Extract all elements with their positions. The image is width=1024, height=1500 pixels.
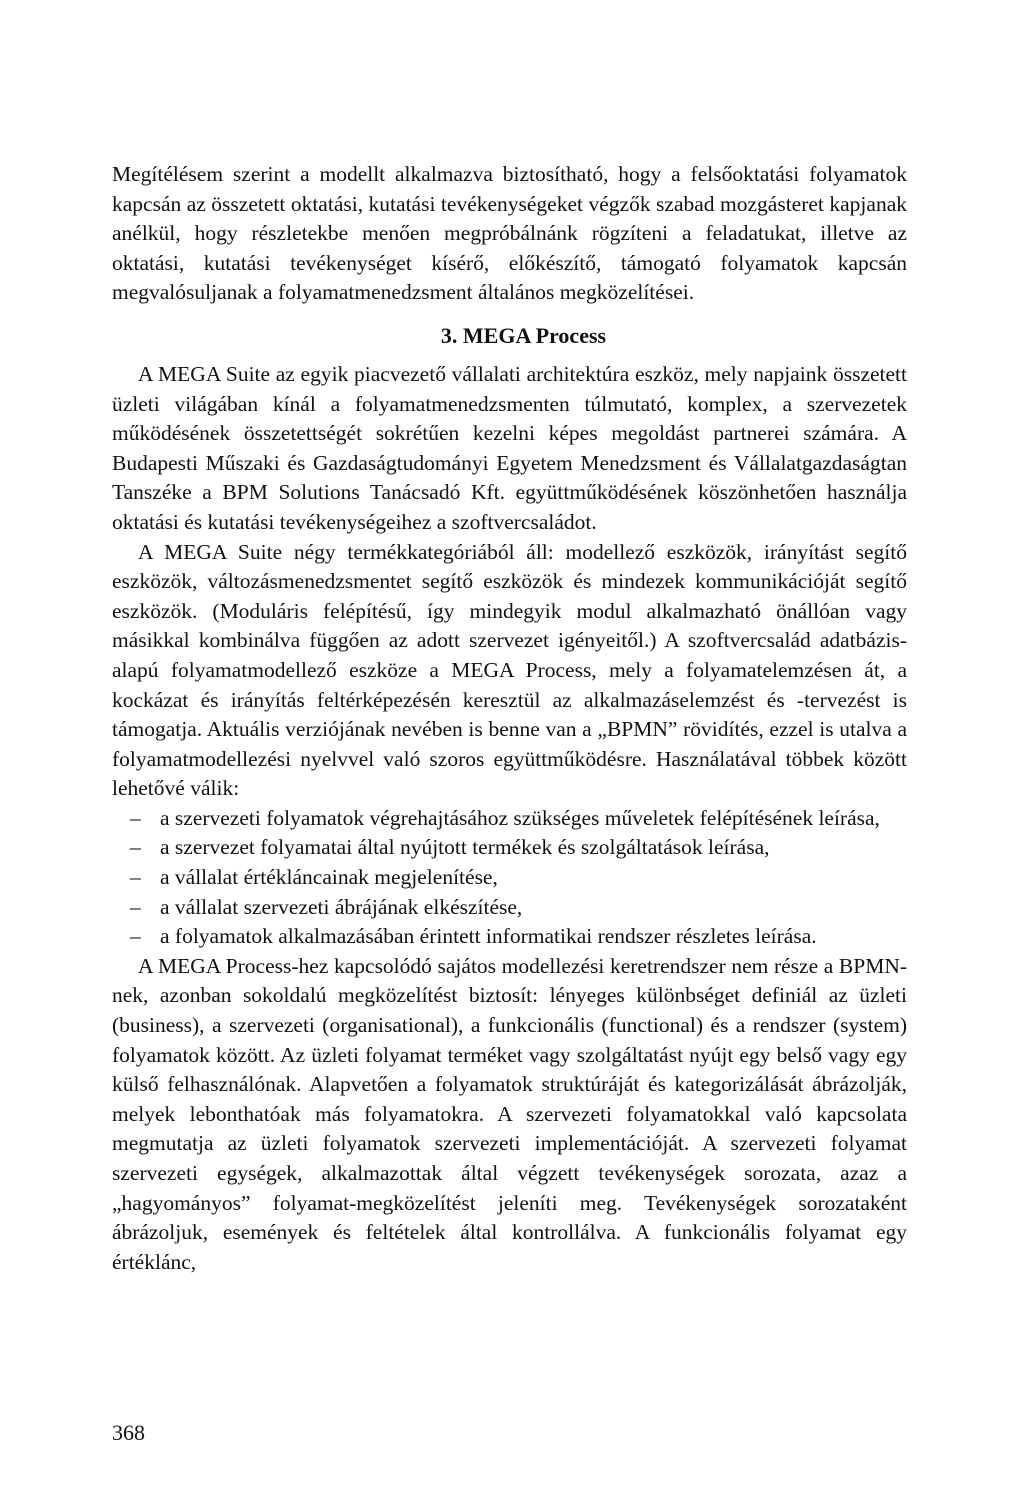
list-item xyxy=(112,863,907,893)
capabilities-list xyxy=(112,804,907,952)
list-item-text: a folyamatok alkalmazásában érintett informatikai rendszer részletes leírása. xyxy=(160,924,817,949)
list-item xyxy=(112,922,907,952)
list-item-text: a szervezeti folyamatok végrehajtásához szükséges műveletek felépítésének leírása, xyxy=(160,805,880,830)
paragraph-mega-suite-categories: A MEGA Suite négy termékkategóriából áll: modellező eszközök, irányítást segítő eszközök, változásmenedzsmentet segítő eszközök és mindezek kommunikációját segítő eszközök. (Moduláris felépítésű, így mindegyik modul alkalmazható önállóan vagy másikkal kombinálva függően az adott szervezet igényeitől.) A szoftvercsalád adatbázis-alapú folyamatmodellező eszköze a MEGA Process, mely a folyamatelemzésen át, a kockázat és irányítás feltérképezésén keresztül az alkalmazáselemzést és -tervezést is támogatja. Aktuális verziójának nevében is benne van a „BPMN” rövidítés, ezzel is utalva a folyamatmodellezési nyelvvel való szoros együttműködésre. Használatával többek között lehetővé válik: xyxy=(112,539,907,801)
list-item xyxy=(112,833,907,863)
dash-mark: – xyxy=(130,924,141,949)
page-body xyxy=(112,160,907,1277)
list-item-text: a vállalat értékláncainak megjelenítése, xyxy=(160,865,498,890)
paragraph-mega-suite-intro: A MEGA Suite az egyik piacvezető vállalati architektúra eszköz, mely napjaink összetett üzleti világában kínál a folyamatmenedzsmenten túlmutató, komplex, a szervezetek működésének összetettségét sokrétűen kezelni képes megoldást partnerei számára. A Budapesti Műszaki és Gazdaságtudományi Egyetem Menedzsment és Vállalatgazdaságtan Tanszéke a BPM Solutions Tanácsadó Kft. együttműködésének köszönhetően használja oktatási és kutatási tevékenységeihez a szoftvercsaládot. xyxy=(112,361,907,534)
list-item xyxy=(112,893,907,923)
intro-paragraph: Megítélésem szerint a modellt alkalmazva biztosítható, hogy a felsőoktatási folyamatok kapcsán az összetett oktatási, kutatási tevékenységeket végzők szabad mozgásteret kapjanak anélkül, hogy részletekbe menően megpróbálnánk rögzíteni a feladatukat, illetve az oktatási, kutatási tevékenységet kísérő, előkészítő, támogató folyamatok kapcsán megvalósuljanak a folyamatmenedzsment általános megközelítései. xyxy=(112,162,907,305)
list-item-text: a vállalat szervezeti ábrájának elkészítése, xyxy=(160,894,523,919)
page-number: 368 xyxy=(112,1420,145,1445)
dash-mark: – xyxy=(130,835,141,860)
section-heading: 3. MEGA Process xyxy=(440,322,607,348)
dash-mark: – xyxy=(130,805,141,830)
dash-mark: – xyxy=(130,865,141,890)
dash-mark: – xyxy=(130,894,141,919)
closing-paragraph: A MEGA Process-hez kapcsolódó sajátos modellezési keretrendszer nem része a BPMN-nek, azonban sokoldalú megközelítést biztosít: lényeges különbséget definiál az üzleti (business), a szervezeti (organisational), a funkcionális (functional) és a rendszer (system) folyamatok között. Az üzleti folyamat terméket vagy szolgáltatást nyújt egy belső vagy egy külső felhasználónak. Alapvetően a folyamatok struktúráját és kategorizálását ábrázolják, melyek lebonthatóak más folyamatokra. A szervezeti folyamatokkal való kapcsolata megmutatja az üzleti folyamatok szervezeti implementációját. A szervezeti folyamat szervezeti egységek, alkalmazottak által végzett tevékenységek sorozata, azaz a „hagyományos” folyamat-megközelítést jeleníti meg. Tevékenységek sorozataként ábrázoljuk, események és feltételek által kontrollálva. A funkcionális folyamat egy értéklánc, xyxy=(112,953,907,1274)
list-item xyxy=(112,804,907,834)
list-item-text: a szervezet folyamatai által nyújtott termékek és szolgáltatások leírása, xyxy=(160,835,770,860)
